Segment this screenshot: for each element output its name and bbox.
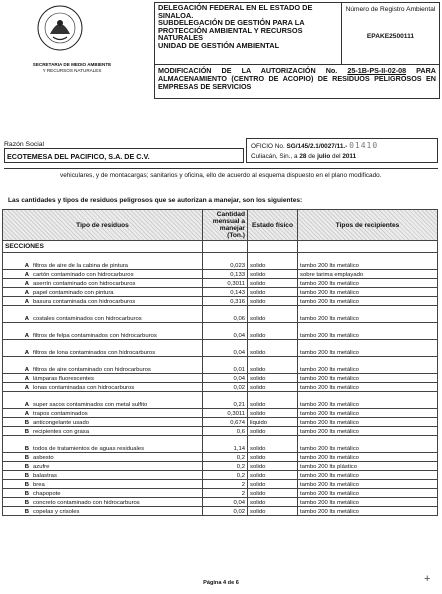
section-empty-cell xyxy=(298,241,438,253)
cantidad-cell: 0,01 xyxy=(203,357,248,374)
recipiente-cell: tambo 200 lts metálico xyxy=(298,297,438,306)
tipo-cell: lámparas fluorescentes xyxy=(31,374,203,383)
recipiente-cell: tambo 200 lts metálico xyxy=(298,471,438,480)
table-row xyxy=(3,436,438,453)
header-tipo: Tipo de residuos xyxy=(3,210,203,241)
cantidad-cell: 2 xyxy=(203,480,248,489)
cantidad-cell: 0,2 xyxy=(203,453,248,462)
oficio-label: OFICIO No. xyxy=(251,143,287,150)
mod-text-b: PARA ALMACENAMIENTO (CENTRO DE ACOPIO) DE RESIDUOS PELIGROSOS EN EMPRESAS DE SERVICIOS xyxy=(158,66,436,91)
table-row xyxy=(3,270,438,279)
section-cell: A xyxy=(3,297,32,306)
section-cell: B xyxy=(3,507,32,516)
section-cell: A xyxy=(3,374,32,383)
subdelegation-title: SUBDELEGACIÓN DE GESTIÓN PARA LA PROTECCIÓN AMBIENTAL Y RECURSOS NATURALES xyxy=(158,18,305,43)
section-cell: A xyxy=(3,306,32,323)
table-header-row xyxy=(3,210,438,241)
registro-label: Número de Registro Ambiental xyxy=(345,6,436,13)
mod-text-a: MODIFICACIÓN DE LA AUTORIZACIÓN No. xyxy=(158,66,348,75)
recipiente-cell: tambo 200 lts metálico xyxy=(298,357,438,374)
cantidad-cell: 0,21 xyxy=(203,392,248,409)
tipo-cell: recipientes con grasa xyxy=(31,427,203,436)
tipo-cell: anticongelante usado xyxy=(31,418,203,427)
estado-cell: solido xyxy=(248,462,298,471)
oficio-day: 28 xyxy=(299,153,307,160)
tipo-cell: asbesto xyxy=(31,453,203,462)
tipo-cell: papel contaminado con pintura xyxy=(31,288,203,297)
section-cell: B xyxy=(3,453,32,462)
table-row xyxy=(3,297,438,306)
cantidad-cell: 0,04 xyxy=(203,340,248,357)
estado-cell: solido xyxy=(248,507,298,516)
oficio-box xyxy=(246,138,438,163)
oficio-month: julio xyxy=(317,153,331,160)
registro-value: EPAKE2500111 xyxy=(366,33,415,41)
tipo-cell: concreto contaminado con hidrocarburos xyxy=(31,498,203,507)
tipo-cell: copelas y crisoles xyxy=(31,507,203,516)
recipiente-cell: tambo 200 lts metálico xyxy=(298,436,438,453)
residues-table xyxy=(2,209,438,516)
section-empty-cell xyxy=(248,241,298,253)
estado-cell: solido xyxy=(248,453,298,462)
delegation-title: DELEGACIÓN FEDERAL EN EL ESTADO DE SINALOA. xyxy=(158,3,313,20)
cantidad-cell: 0,2 xyxy=(203,462,248,471)
table-row xyxy=(3,480,438,489)
cantidad-cell: 0,06 xyxy=(203,306,248,323)
razon-social-value: ECOTEMESA DEL PACIFICO, S.A. DE C.V. xyxy=(4,148,244,163)
table-row xyxy=(3,462,438,471)
section-cell: B xyxy=(3,471,32,480)
header-recipientes: Tipos de recipientes xyxy=(298,210,438,241)
estado-cell: solido xyxy=(248,306,298,323)
estado-cell: solido xyxy=(248,357,298,374)
estado-cell: solido xyxy=(248,374,298,383)
table-row xyxy=(3,279,438,288)
tipo-cell: filtros de aire de la cabina de pintura xyxy=(31,253,203,270)
section-row xyxy=(3,241,438,253)
table-row xyxy=(3,357,438,374)
recipiente-cell: tambo 200 lts metálico xyxy=(298,409,438,418)
delegation-header xyxy=(154,2,342,65)
cantidad-cell: 0,143 xyxy=(203,288,248,297)
section-cell: B xyxy=(3,462,32,471)
estado-cell: solido xyxy=(248,270,298,279)
cantidad-cell: 0,04 xyxy=(203,498,248,507)
section-cell: B xyxy=(3,480,32,489)
oficio-place: Culiacán, Sin., a xyxy=(251,153,300,160)
cantidad-cell: 0,6 xyxy=(203,427,248,436)
estado-cell: solido xyxy=(248,323,298,340)
oficio-number: SG/145/2.1/0027/11.- xyxy=(286,143,348,150)
section-cell: A xyxy=(3,253,32,270)
estado-cell: solido xyxy=(248,436,298,453)
section-cell: B xyxy=(3,427,32,436)
recipiente-cell: tambo 200 lts metálico xyxy=(298,418,438,427)
tipo-cell: trapos contaminados xyxy=(31,409,203,418)
table-row xyxy=(3,383,438,392)
recipiente-cell: tambo 200 lts metálico xyxy=(298,427,438,436)
recipiente-cell: tambo 200 lts metálico xyxy=(298,340,438,357)
cantidad-cell: 0,023 xyxy=(203,253,248,270)
recipiente-cell: tambo 200 lts plástico xyxy=(298,462,438,471)
section-cell: A xyxy=(3,270,32,279)
estado-cell: solido xyxy=(248,489,298,498)
estado-cell: solido xyxy=(248,383,298,392)
estado-cell: solido xyxy=(248,279,298,288)
table-row xyxy=(3,306,438,323)
tipo-cell: cartón contaminado con hidrocarburos xyxy=(31,270,203,279)
table-row xyxy=(3,392,438,409)
tipo-cell: chapopote xyxy=(31,489,203,498)
authorization-number: 25-1B-PS-II-02-08 xyxy=(347,66,407,75)
tipo-cell: todos de tratamientos de aguas residuales xyxy=(31,436,203,453)
estado-cell: solido xyxy=(248,409,298,418)
cantidad-cell: 0,133 xyxy=(203,270,248,279)
cantidad-cell: 0,2 xyxy=(203,471,248,480)
estado-cell: solido xyxy=(248,253,298,270)
recipiente-cell: tambo 200 lts metálico xyxy=(298,489,438,498)
government-seal-icon xyxy=(36,4,84,52)
estado-cell: solido xyxy=(248,340,298,357)
table-row xyxy=(3,409,438,418)
tipo-cell: filtros de lona contaminados con hidrocarburos xyxy=(31,340,203,357)
recipiente-cell: tambo 200 lts metálico xyxy=(298,480,438,489)
section-label: SECCIONES xyxy=(3,241,203,253)
oficio-stamp: 01410 xyxy=(349,141,379,150)
recipiente-cell: tambo 200 lts metálico xyxy=(298,498,438,507)
tipo-cell: super sacos contaminados con metal sulfito xyxy=(31,392,203,409)
table-row xyxy=(3,427,438,436)
recipiente-cell: tambo 200 lts metálico xyxy=(298,453,438,462)
cantidad-cell: 0,02 xyxy=(203,507,248,516)
corner-mark: + xyxy=(424,573,431,585)
recipiente-cell: tambo 200 lts metálico xyxy=(298,507,438,516)
razon-social-label: Razón Social xyxy=(4,141,45,148)
cantidad-cell: 0,674 xyxy=(203,418,248,427)
section-cell: A xyxy=(3,357,32,374)
estado-cell: solido xyxy=(248,471,298,480)
table-row xyxy=(3,374,438,383)
table-body xyxy=(3,241,438,516)
tipo-cell: filtros de felpa contaminados con hidrocarburos xyxy=(31,323,203,340)
table-row xyxy=(3,288,438,297)
cantidad-cell: 0,316 xyxy=(203,297,248,306)
tipo-cell: brea xyxy=(31,480,203,489)
continuation-text: vehiculares, y de montacargas; sanitarios y oficina, ello de acuerdo al esquema dispuesto en el plano modificado. xyxy=(60,172,382,179)
cantidad-cell: 1,14 xyxy=(203,436,248,453)
table-row xyxy=(3,323,438,340)
page-number: Página 4 de 6 xyxy=(203,580,239,586)
table-row xyxy=(3,489,438,498)
table-row xyxy=(3,418,438,427)
table-row xyxy=(3,340,438,357)
cantidad-cell: 0,04 xyxy=(203,323,248,340)
estado-cell: solido xyxy=(248,392,298,409)
recipiente-cell: tambo 200 lts metálico xyxy=(298,253,438,270)
table-row xyxy=(3,253,438,270)
oficio-de1: de xyxy=(306,153,318,160)
recipiente-cell: tambo 200 lts metálico xyxy=(298,392,438,409)
header-cantidad: Cantidad mensual a manejar (Ton.) xyxy=(203,210,248,241)
recipiente-cell: tambo 200 lts metálico xyxy=(298,374,438,383)
recipiente-cell: tambo 200 lts metálico xyxy=(298,306,438,323)
section-cell: A xyxy=(3,392,32,409)
cantidad-cell: 0,02 xyxy=(203,383,248,392)
section-empty-cell xyxy=(203,241,248,253)
tipo-cell: costales contaminados con hidrocarburos xyxy=(31,306,203,323)
cantidad-cell: 2 xyxy=(203,489,248,498)
section-cell: B xyxy=(3,498,32,507)
section-cell: B xyxy=(3,436,32,453)
table-row xyxy=(3,471,438,480)
section-cell: A xyxy=(3,340,32,357)
cantidad-cell: 0,3011 xyxy=(203,279,248,288)
tipo-cell: basura contaminada con hidrocarburos xyxy=(31,297,203,306)
tipo-cell: filtros de aire contaminado con hidrocarburos xyxy=(31,357,203,374)
table-intro: Las cantidades y tipos de residuos peligrosos que se autorizan a manejar, son los siguientes: xyxy=(8,197,303,204)
section-cell: A xyxy=(3,409,32,418)
section-cell: A xyxy=(3,323,32,340)
unit-title: UNIDAD DE GESTIÓN AMBIENTAL xyxy=(158,40,280,50)
estado-cell: liquido xyxy=(248,418,298,427)
oficio-de2: del xyxy=(330,153,343,160)
recipiente-cell: tambo 200 lts metálico xyxy=(298,383,438,392)
secretaria-subtitle: Y RECURSOS NATURALES xyxy=(42,68,102,73)
recipiente-cell: tambo 200 lts metálico xyxy=(298,288,438,297)
section-cell: A xyxy=(3,383,32,392)
modification-title xyxy=(154,65,440,99)
table-row xyxy=(3,453,438,462)
divider xyxy=(4,168,438,169)
section-cell: A xyxy=(3,288,32,297)
section-cell: A xyxy=(3,279,32,288)
section-cell: B xyxy=(3,418,32,427)
cantidad-cell: 0,04 xyxy=(203,374,248,383)
oficio-year: 2011 xyxy=(342,153,357,160)
tipo-cell: lonas contaminadas con hidrocarburos xyxy=(31,383,203,392)
estado-cell: solido xyxy=(248,498,298,507)
estado-cell: solido xyxy=(248,288,298,297)
cantidad-cell: 0,3011 xyxy=(203,409,248,418)
table-row xyxy=(3,507,438,516)
recipiente-cell: tambo 200 lts metálico xyxy=(298,279,438,288)
recipiente-cell: sobre tarima emplayado xyxy=(298,270,438,279)
tipo-cell: aserrín contaminado con hidrocarburos xyxy=(31,279,203,288)
secretaria-name: SECRETARIA DE MEDIO AMBIENTE xyxy=(32,62,112,67)
recipiente-cell: tambo 200 lts metálico xyxy=(298,323,438,340)
header-estado: Estado físico xyxy=(248,210,298,241)
section-cell: B xyxy=(3,489,32,498)
estado-cell: solido xyxy=(248,427,298,436)
estado-cell: solido xyxy=(248,297,298,306)
table-row xyxy=(3,498,438,507)
registro-box xyxy=(342,2,440,65)
tipo-cell: azufre xyxy=(31,462,203,471)
tipo-cell: balastras xyxy=(31,471,203,480)
estado-cell: solido xyxy=(248,480,298,489)
